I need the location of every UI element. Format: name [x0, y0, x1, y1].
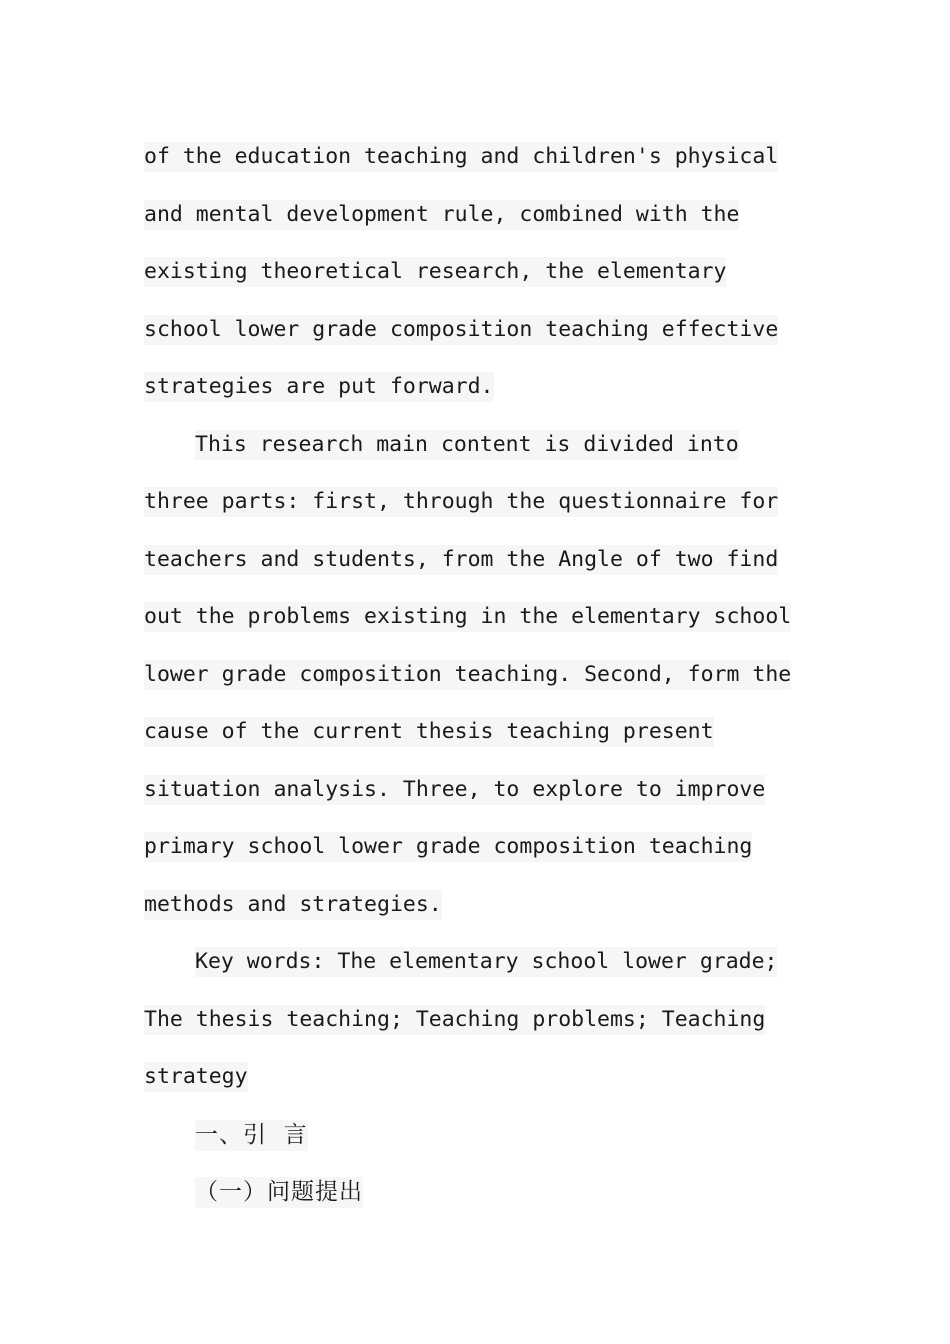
- text-line-content: teachers and students, from the Angle of two find: [144, 545, 778, 575]
- text-line: [144, 772, 804, 830]
- keywords-line-content: strategy: [144, 1062, 248, 1092]
- text-line-content: existing theoretical research, the elementary: [144, 257, 726, 287]
- subsection-heading-text: （一）问题提出: [195, 1177, 363, 1208]
- text-line-content: primary school lower grade composition teaching: [144, 832, 752, 862]
- text-line: [144, 369, 804, 427]
- text-line-content: school lower grade composition teaching effective: [144, 315, 778, 345]
- text-line: [144, 657, 804, 715]
- keywords-line: [144, 1059, 804, 1117]
- text-line: [144, 542, 804, 600]
- section-heading-text: 一、引 言: [195, 1120, 308, 1151]
- text-line: [144, 484, 804, 542]
- text-line-content: This research main content is divided into: [195, 430, 739, 460]
- text-line-content: situation analysis. Three, to explore to improve: [144, 775, 765, 805]
- text-line: [144, 254, 804, 312]
- text-line-content: and mental development rule, combined with the: [144, 200, 739, 230]
- section-heading: [144, 1117, 804, 1175]
- text-line-content: three parts: first, through the questionnaire for: [144, 487, 778, 517]
- text-line: [144, 887, 804, 945]
- text-line-content: cause of the current thesis teaching present: [144, 717, 714, 747]
- keywords-line: [144, 1002, 804, 1060]
- document-body: [144, 139, 804, 1232]
- text-line-content: out the problems existing in the elementary school: [144, 602, 791, 632]
- text-line-content: of the education teaching and children's physical: [144, 142, 778, 172]
- text-line: [144, 714, 804, 772]
- text-line: [144, 599, 804, 657]
- text-line-content: strategies are put forward.: [144, 372, 494, 402]
- text-line: [144, 312, 804, 370]
- paragraph-first-line: [144, 427, 804, 485]
- keywords-first-line: [144, 944, 804, 1002]
- text-line-content: methods and strategies.: [144, 890, 442, 920]
- keywords-line-content: Key words: The elementary school lower grade;: [195, 947, 777, 977]
- keywords-line-content: The thesis teaching; Teaching problems; Teaching: [144, 1005, 765, 1035]
- text-line-content: lower grade composition teaching. Second, form the: [144, 660, 791, 690]
- text-line: [144, 829, 804, 887]
- subsection-heading: [144, 1174, 804, 1232]
- text-line: [144, 197, 804, 255]
- text-line: [144, 139, 804, 197]
